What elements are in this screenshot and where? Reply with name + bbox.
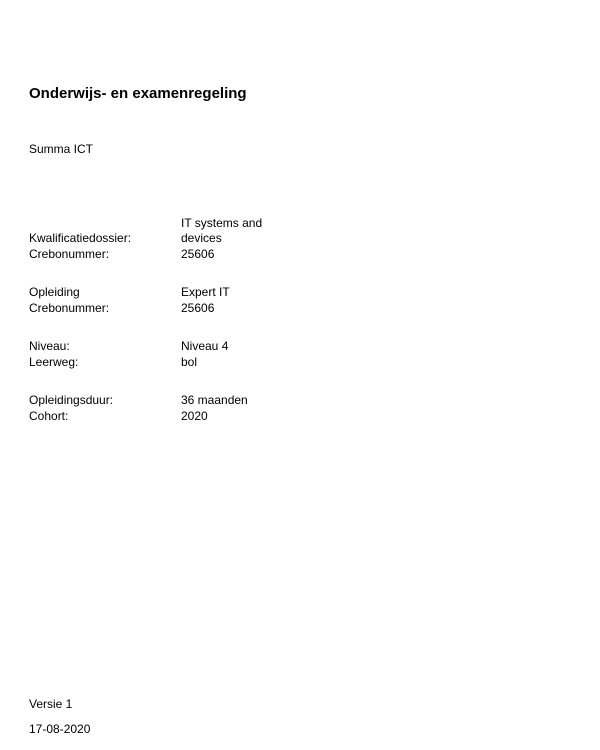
detail-value: Niveau 4 [181, 339, 229, 353]
detail-label: Leerweg: [29, 355, 79, 369]
spacer [29, 370, 291, 393]
detail-row-niveau [29, 339, 291, 354]
detail-value: Expert IT [181, 285, 230, 299]
detail-row-crebonummer [29, 247, 291, 262]
detail-value: bol [181, 355, 198, 369]
detail-value: IT systems and devices [181, 216, 263, 245]
detail-value: 25606 [181, 301, 215, 315]
detail-label: Opleidingsduur: [29, 393, 114, 407]
detail-row-opleiding [29, 285, 291, 300]
detail-label: Niveau: [29, 339, 70, 353]
detail-value: 36 maanden [181, 393, 248, 407]
detail-row-leerweg [29, 355, 291, 370]
spacer [29, 316, 291, 339]
detail-label: Opleiding [29, 285, 80, 299]
detail-row-crebonummer-opleiding [29, 301, 291, 316]
detail-label: Cohort: [29, 409, 69, 423]
document-date: 17-08-2020 [29, 722, 91, 736]
detail-row-cohort [29, 409, 291, 424]
spacer [29, 262, 291, 285]
detail-value: 2020 [181, 409, 208, 423]
detail-value: 25606 [181, 247, 215, 261]
detail-label: Crebonummer: [29, 301, 110, 315]
document-version: Versie 1 [29, 697, 73, 711]
document-title: Onderwijs- en examenregeling [29, 85, 247, 102]
qualification-details [29, 216, 291, 424]
detail-row-kwalificatiedossier [29, 216, 291, 246]
detail-row-opleidingsduur [29, 393, 291, 408]
institution-name: Summa ICT [29, 142, 94, 156]
detail-label: Kwalificatiedossier: [29, 231, 132, 245]
detail-label: Crebonummer: [29, 247, 110, 261]
